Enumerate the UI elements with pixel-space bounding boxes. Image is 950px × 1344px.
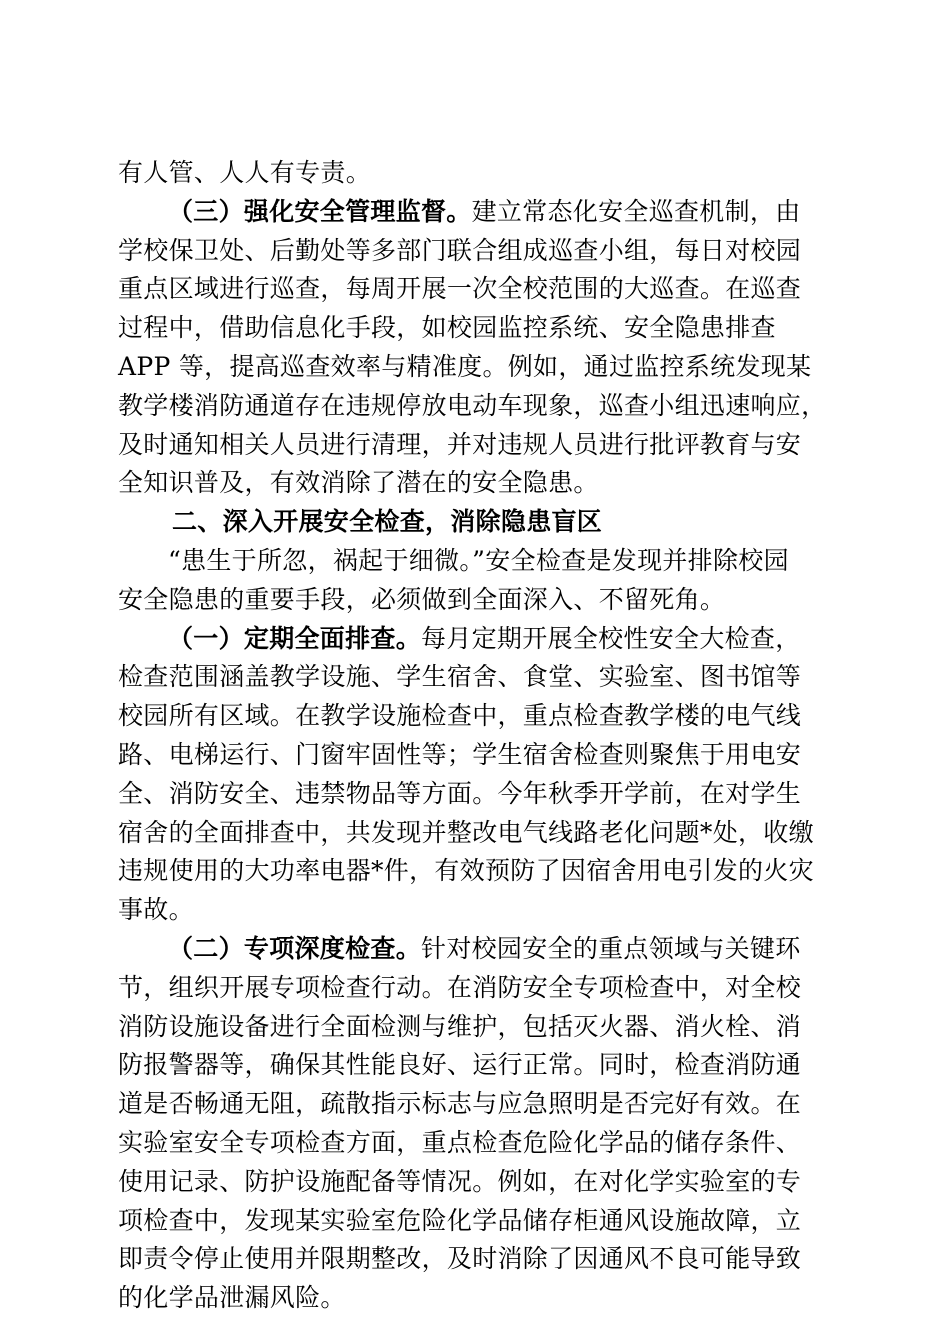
- text-line: 事故。: [118, 895, 194, 925]
- subsection-lead: （一）定期全面排查。: [168, 623, 422, 653]
- text-line: 校园所有区域。在教学设施检查中，重点检查教学楼的电气线: [118, 701, 802, 731]
- text-line: 项检查中，发现某实验室危险化学品储存柜通风设施故障，立: [118, 1205, 802, 1235]
- text-line: 实验室安全专项检查方面，重点检查危险化学品的储存条件、: [118, 1127, 802, 1157]
- section-heading: 二、深入开展安全检查，消除隐患盲区: [172, 507, 603, 537]
- text-line: 全知识普及，有效消除了潜在的安全隐患。: [118, 468, 599, 498]
- text-line: 节，组织开展专项检查行动。在消防安全专项检查中，对全校: [118, 972, 802, 1002]
- text-line: 及时通知相关人员进行清理，并对违规人员进行批评教育与安: [118, 429, 802, 459]
- subsection-lead: （二）专项深度检查。: [168, 933, 422, 963]
- text-line: 有人管、人人有专责。: [118, 158, 372, 187]
- paragraph-first-line: [118, 193, 830, 232]
- text-line: 防报警器等，确保其性能良好、运行正常。同时，检查消防通: [118, 1050, 802, 1080]
- text-line: 消防设施设备进行全面检测与维护，包括灭火器、消火栓、消: [118, 1011, 802, 1041]
- document-body: [118, 154, 830, 1318]
- text-line: 道是否畅通无阻，疏散指示标志与应急照明是否完好有效。在: [118, 1089, 802, 1119]
- text-run: 每月定期开展全校性安全大检查，: [421, 623, 801, 653]
- text-line: 违规使用的大功率电器*件，有效预防了因宿舍用电引发的火灾: [118, 856, 814, 886]
- text-run: 针对校园安全的重点领域与关键环: [421, 933, 801, 963]
- paragraph-first-line: “患生于所忽，祸起于细微。”安全检查是发现并排除校园: [168, 545, 789, 575]
- text-line: 路、电梯运行、门窗牢固性等；学生宿舍检查则聚焦于用电安: [118, 739, 802, 769]
- text-line: APP 等，提高巡查效率与精准度。例如，通过监控系统发现某: [118, 351, 812, 381]
- text-run: 建立常态化安全巡查机制，由: [471, 196, 801, 226]
- text-line: 学校保卫处、后勤处等多部门联合组成巡查小组，每日对校园: [118, 235, 802, 265]
- text-line: 使用记录、防护设施配备等情况。例如，在对化学实验室的专: [118, 1166, 802, 1196]
- text-line: 全、消防安全、违禁物品等方面。今年秋季开学前，在对学生: [118, 778, 802, 808]
- text-line: 过程中，借助信息化手段，如校园监控系统、安全隐患排查: [118, 313, 776, 343]
- subsection-lead: （三）强化安全管理监督。: [168, 196, 472, 226]
- text-line: 教学楼消防通道存在违规停放电动车现象，巡查小组迅速响应，: [118, 390, 827, 420]
- paragraph-first-line: [118, 930, 830, 969]
- text-line: 宿舍的全面排查中，共发现并整改电气线路老化问题*处，收缴: [118, 817, 814, 847]
- text-line: 检查范围涵盖教学设施、学生宿舍、食堂、实验室、图书馆等: [118, 662, 802, 692]
- text-line: 的化学品泄漏风险。: [118, 1283, 346, 1313]
- text-line: 安全隐患的重要手段，必须做到全面深入、不留死角。: [118, 584, 726, 614]
- paragraph-first-line: [118, 620, 830, 659]
- text-line: 即责令停止使用并限期整改，及时消除了因通风不良可能导致: [118, 1244, 802, 1274]
- text-line: 重点区域进行巡查，每周开展一次全校范围的大巡查。在巡查: [118, 274, 802, 304]
